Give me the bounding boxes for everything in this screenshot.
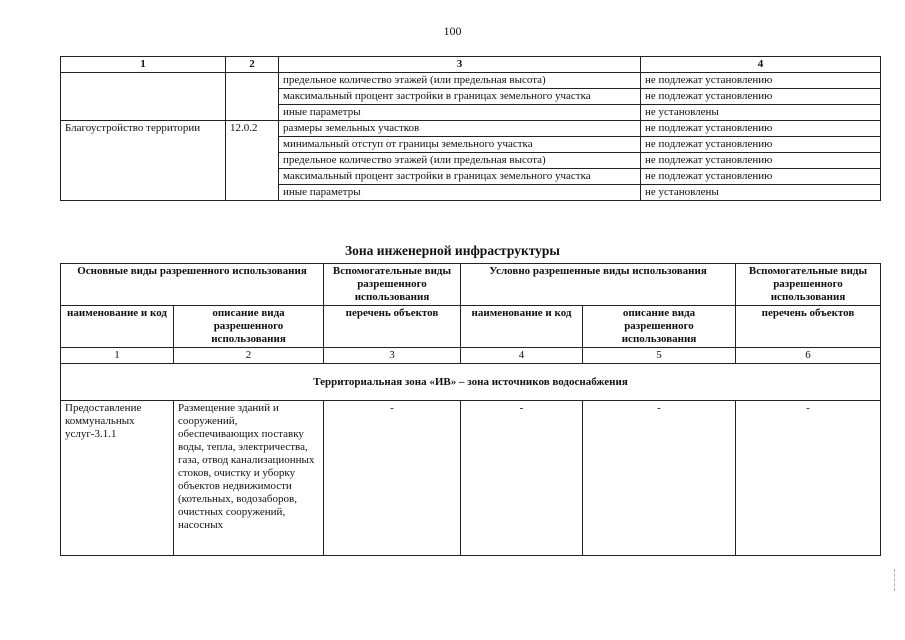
param-cell: размеры земельных участков bbox=[279, 121, 641, 137]
value-cell: не установлены bbox=[641, 185, 881, 201]
aux-types-header: Вспомогательные виды разрешенного использования bbox=[324, 264, 461, 306]
col-number: 4 bbox=[461, 348, 583, 364]
param-cell: иные параметры bbox=[279, 105, 641, 121]
section-title: Зона инженерной инфраструктуры bbox=[345, 243, 560, 258]
table-subheader-row bbox=[61, 306, 881, 348]
use-type-code: 12.0.2 bbox=[226, 121, 279, 201]
dash-cell: - bbox=[736, 401, 881, 556]
page-number: 100 bbox=[443, 24, 462, 38]
col-number: 1 bbox=[61, 348, 174, 364]
param-cell: максимальный процент застройки в границах земельного участка bbox=[279, 89, 641, 105]
description-header: описание вида разрешенного использования bbox=[174, 306, 324, 348]
name-code-header-2: наименование и код bbox=[461, 306, 583, 348]
name-code-header: наименование и код bbox=[61, 306, 174, 348]
param-cell: иные параметры bbox=[279, 185, 641, 201]
col-header: 3 bbox=[279, 57, 641, 73]
value-cell: не подлежат установлению bbox=[641, 73, 881, 89]
dash-cell: - bbox=[583, 401, 736, 556]
value-cell: не подлежат установлению bbox=[641, 89, 881, 105]
dash-cell: - bbox=[324, 401, 461, 556]
value-cell: не установлены bbox=[641, 105, 881, 121]
parameters-table bbox=[60, 56, 881, 201]
use-type-name: Предоставление коммунальных услуг-3.1.1 bbox=[61, 401, 174, 556]
col-number: 2 bbox=[174, 348, 324, 364]
table-header-row bbox=[61, 57, 881, 73]
objects-list-header-2: перечень объектов bbox=[736, 306, 881, 348]
value-cell: не подлежат установлению bbox=[641, 169, 881, 185]
conditional-types-header: Условно разрешенные виды использования bbox=[461, 264, 736, 306]
value-cell: не подлежат установлению bbox=[641, 121, 881, 137]
use-type-name: Благоустройство территории bbox=[61, 121, 226, 201]
param-cell: максимальный процент застройки в границах земельного участка bbox=[279, 169, 641, 185]
main-types-header: Основные виды разрешенного использования bbox=[61, 264, 324, 306]
empty-cell bbox=[61, 73, 226, 121]
table-row bbox=[61, 73, 881, 89]
table-header-row bbox=[61, 264, 881, 306]
column-number-row bbox=[61, 348, 881, 364]
use-type-description: Размещение зданий и сооружений, обеспечивающих поставку воды, тепла, электричества, газа, отвод канализационных стоков, очистку и уборку объектов недвижимости (котельных, водозаборов, очистных сооружений, насосных bbox=[174, 401, 324, 556]
value-cell: не подлежат установлению bbox=[641, 137, 881, 153]
dash-cell: - bbox=[461, 401, 583, 556]
aux-types-header-2: Вспомогательные виды разрешенного использования bbox=[736, 264, 881, 306]
col-header: 4 bbox=[641, 57, 881, 73]
table-row bbox=[61, 121, 881, 137]
objects-list-header: перечень объектов bbox=[324, 306, 461, 348]
zone-title: Территориальная зона «ИВ» – зона источников водоснабжения bbox=[61, 364, 881, 401]
param-cell: предельное количество этажей (или предельная высота) bbox=[279, 73, 641, 89]
description-header-2: описание вида разрешенного использования bbox=[583, 306, 736, 348]
scan-edge-mark bbox=[894, 569, 901, 591]
param-cell: предельное количество этажей (или предельная высота) bbox=[279, 153, 641, 169]
value-cell: не подлежат установлению bbox=[641, 153, 881, 169]
col-header: 1 bbox=[61, 57, 226, 73]
col-number: 3 bbox=[324, 348, 461, 364]
col-number: 5 bbox=[583, 348, 736, 364]
zone-title-row bbox=[61, 364, 881, 401]
zone-table bbox=[60, 263, 881, 556]
empty-cell bbox=[226, 73, 279, 121]
param-cell: минимальный отступ от границы земельного участка bbox=[279, 137, 641, 153]
col-header: 2 bbox=[226, 57, 279, 73]
table-row bbox=[61, 401, 881, 556]
col-number: 6 bbox=[736, 348, 881, 364]
